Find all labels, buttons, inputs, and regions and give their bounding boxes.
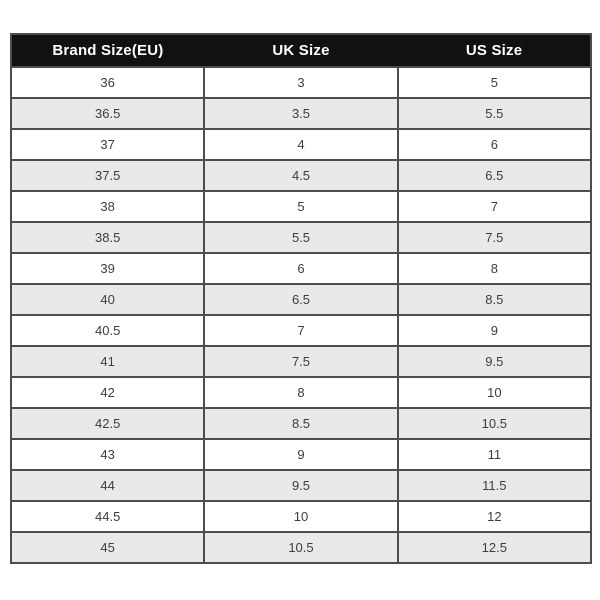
table-cell: 8.5 xyxy=(398,284,591,315)
table-cell: 40.5 xyxy=(11,315,204,346)
header-row xyxy=(11,34,591,67)
table-row xyxy=(11,67,591,98)
column-header-us-size: US Size xyxy=(398,34,591,67)
table-cell: 38 xyxy=(11,191,204,222)
table-row xyxy=(11,377,591,408)
table-cell: 11 xyxy=(398,439,591,470)
table-cell: 10 xyxy=(204,501,397,532)
table-row xyxy=(11,439,591,470)
table-cell: 9.5 xyxy=(204,470,397,501)
table-cell: 43 xyxy=(11,439,204,470)
table-cell: 5.5 xyxy=(398,98,591,129)
table-cell: 44 xyxy=(11,470,204,501)
table-cell: 39 xyxy=(11,253,204,284)
column-header-uk-size: UK Size xyxy=(204,34,397,67)
table-row xyxy=(11,532,591,563)
table-row xyxy=(11,346,591,377)
table-cell: 36.5 xyxy=(11,98,204,129)
table-row xyxy=(11,470,591,501)
table-cell: 5 xyxy=(204,191,397,222)
table-cell: 3 xyxy=(204,67,397,98)
table-cell: 6 xyxy=(398,129,591,160)
size-chart xyxy=(10,33,592,564)
table-cell: 7.5 xyxy=(204,346,397,377)
table-cell: 9 xyxy=(204,439,397,470)
table-row xyxy=(11,284,591,315)
table-cell: 9.5 xyxy=(398,346,591,377)
table-cell: 10.5 xyxy=(398,408,591,439)
table-body xyxy=(11,67,591,563)
table-cell: 8 xyxy=(204,377,397,408)
table-cell: 7 xyxy=(398,191,591,222)
table-row xyxy=(11,501,591,532)
table-row xyxy=(11,253,591,284)
table-cell: 38.5 xyxy=(11,222,204,253)
table-row xyxy=(11,315,591,346)
table-cell: 45 xyxy=(11,532,204,563)
table-cell: 4 xyxy=(204,129,397,160)
table-cell: 8 xyxy=(398,253,591,284)
table-cell: 5.5 xyxy=(204,222,397,253)
table-cell: 10.5 xyxy=(204,532,397,563)
table-row xyxy=(11,98,591,129)
table-cell: 41 xyxy=(11,346,204,377)
table-cell: 36 xyxy=(11,67,204,98)
table-row xyxy=(11,129,591,160)
table-cell: 40 xyxy=(11,284,204,315)
table-cell: 44.5 xyxy=(11,501,204,532)
table-row xyxy=(11,222,591,253)
table-cell: 12.5 xyxy=(398,532,591,563)
table-cell: 8.5 xyxy=(204,408,397,439)
table-cell: 12 xyxy=(398,501,591,532)
table-header xyxy=(11,34,591,67)
table-row xyxy=(11,408,591,439)
table-cell: 10 xyxy=(398,377,591,408)
table-cell: 4.5 xyxy=(204,160,397,191)
table-cell: 9 xyxy=(398,315,591,346)
table-cell: 37 xyxy=(11,129,204,160)
table-cell: 6.5 xyxy=(204,284,397,315)
table-cell: 3.5 xyxy=(204,98,397,129)
size-conversion-table xyxy=(10,33,592,564)
table-cell: 37.5 xyxy=(11,160,204,191)
table-cell: 7 xyxy=(204,315,397,346)
table-cell: 11.5 xyxy=(398,470,591,501)
table-cell: 6.5 xyxy=(398,160,591,191)
table-cell: 6 xyxy=(204,253,397,284)
table-cell: 5 xyxy=(398,67,591,98)
table-cell: 7.5 xyxy=(398,222,591,253)
table-cell: 42 xyxy=(11,377,204,408)
column-header-brand-size-eu: Brand Size(EU) xyxy=(11,34,204,67)
table-cell: 42.5 xyxy=(11,408,204,439)
table-row xyxy=(11,191,591,222)
table-row xyxy=(11,160,591,191)
